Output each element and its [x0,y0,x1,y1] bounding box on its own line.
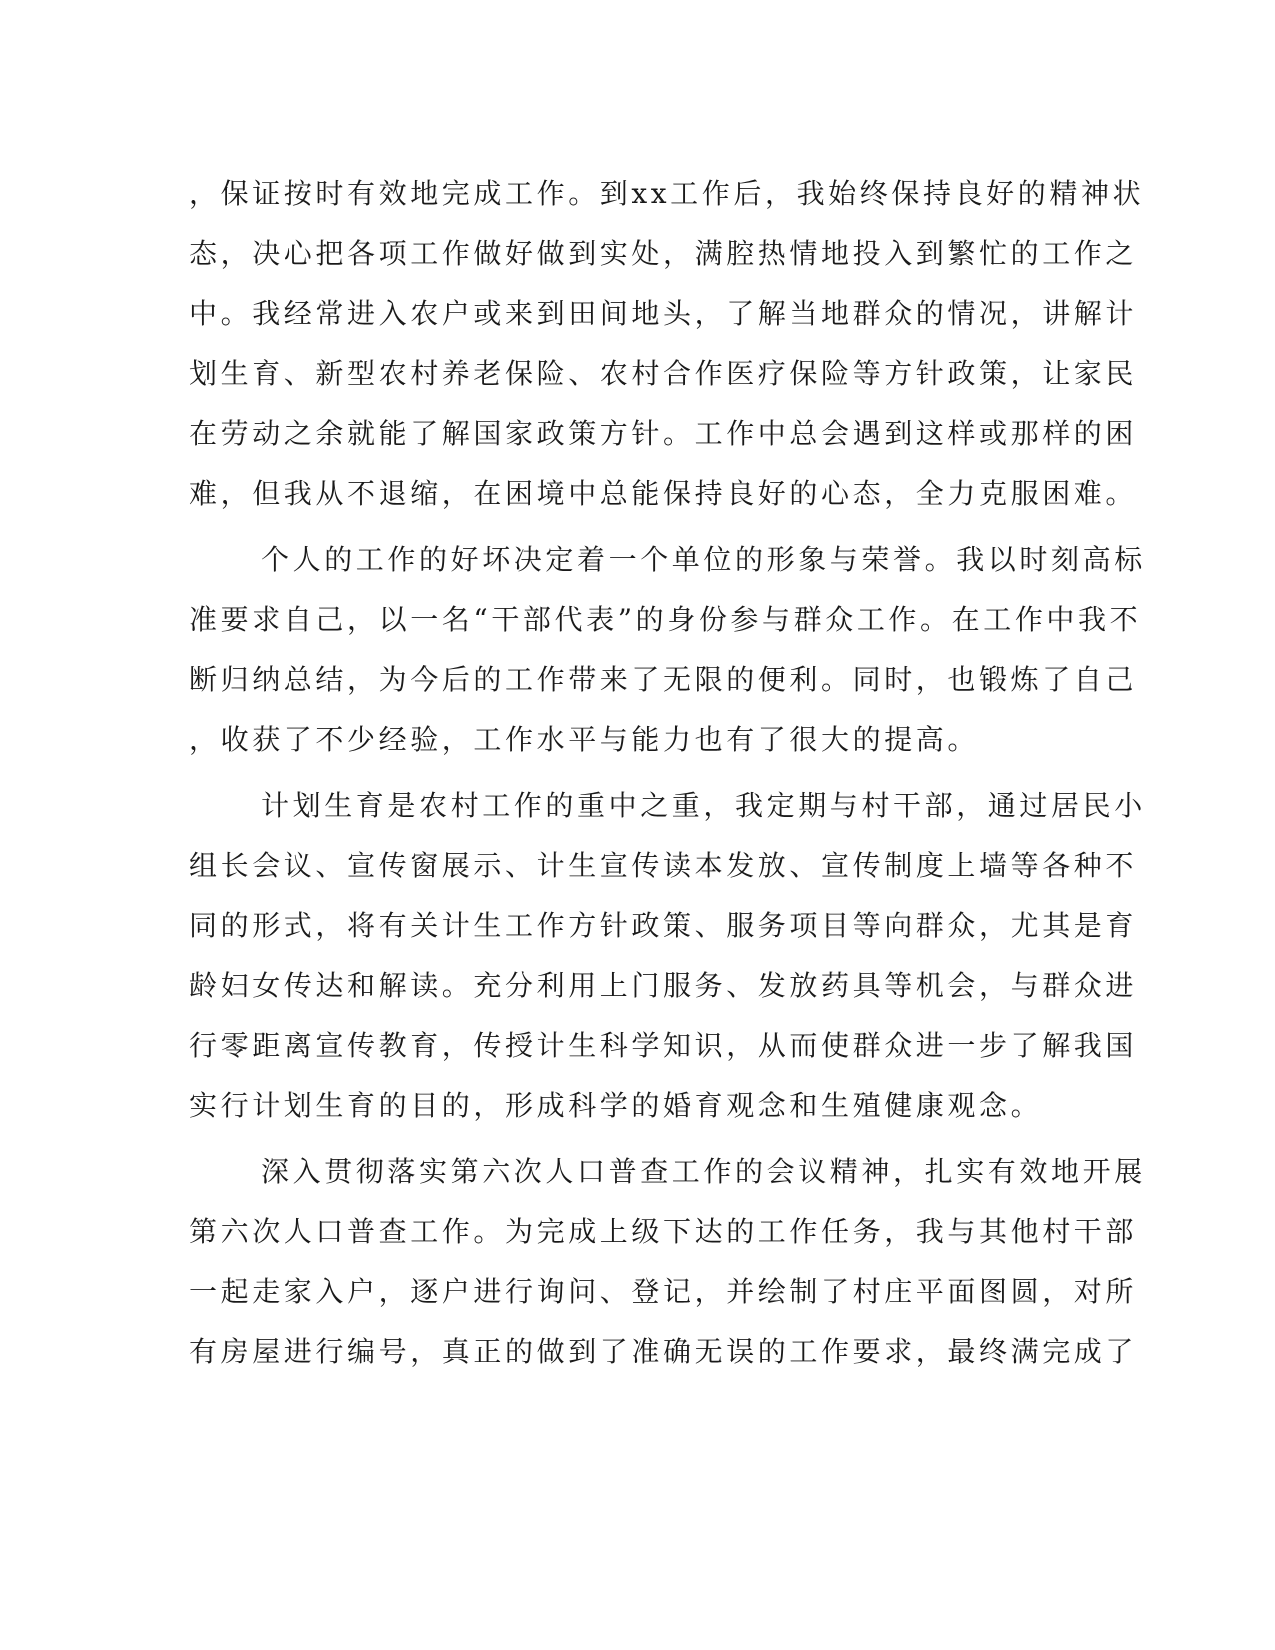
paragraph-4 [189,1142,1146,1382]
text-line: 个人的工作的好坏决定着一个单位的形象与荣誉。我以时刻高标 [261,543,1146,576]
text-line: 断归纳总结，为今后的工作带来了无限的便利。同时，也锻炼了自己 [189,663,1138,696]
text-line: 有房屋进行编号，真正的做到了准确无误的工作要求，最终满完成了 [189,1335,1138,1368]
text-line: 难，但我从不退缩，在困境中总能保持良好的心态，全力克服困难。 [189,477,1138,510]
text-line: 龄妇女传达和解读。充分利用上门服务、发放药具等机会，与群众进 [189,969,1138,1002]
text-line: 在劳动之余就能了解国家政策方针。工作中总会遇到这样或那样的困 [189,417,1138,450]
text-line: 同的形式，将有关计生工作方针政策、服务项目等向群众，尤其是育 [189,909,1138,942]
text-line: 组长会议、宣传窗展示、计生宣传读本发放、宣传制度上墙等各种不 [189,849,1138,882]
paragraph-2 [189,530,1146,770]
text-line: 第六次人口普查工作。为完成上级下达的工作任务，我与其他村干部 [189,1215,1138,1248]
text-line: 实行计划生育的目的，形成科学的婚育观念和生殖健康观念。 [189,1089,1043,1122]
text-line: 态，决心把各项工作做好做到实处，满腔热情地投入到繁忙的工作之 [189,237,1138,270]
text-line: 深入贯彻落实第六次人口普查工作的会议精神，扎实有效地开展 [261,1155,1146,1188]
text-line: 准要求自己，以一名“干部代表”的身份参与群众工作。在工作中我不 [189,603,1142,636]
text-line: 划生育、新型农村养老保险、农村合作医疗保险等方针政策，让家民 [189,357,1138,390]
text-line: 计划生育是农村工作的重中之重，我定期与村干部，通过居民小 [261,789,1146,822]
paragraph-3 [189,776,1146,1136]
text-line: ，保证按时有效地完成工作。到xx工作后，我始终保持良好的精神状 [189,177,1145,210]
text-line: 中。我经常进入农户或来到田间地头，了解当地群众的情况，讲解计 [189,297,1138,330]
text-line: 行零距离宣传教育，传授计生科学知识，从而使群众进一步了解我国 [189,1029,1138,1062]
paragraph-1 [189,164,1145,524]
text-line: 一起走家入户，逐户进行询问、登记，并绘制了村庄平面图圆，对所 [189,1275,1138,1308]
document-body [189,164,1146,1382]
text-line: ，收获了不少经验，工作水平与能力也有了很大的提高。 [189,723,980,756]
